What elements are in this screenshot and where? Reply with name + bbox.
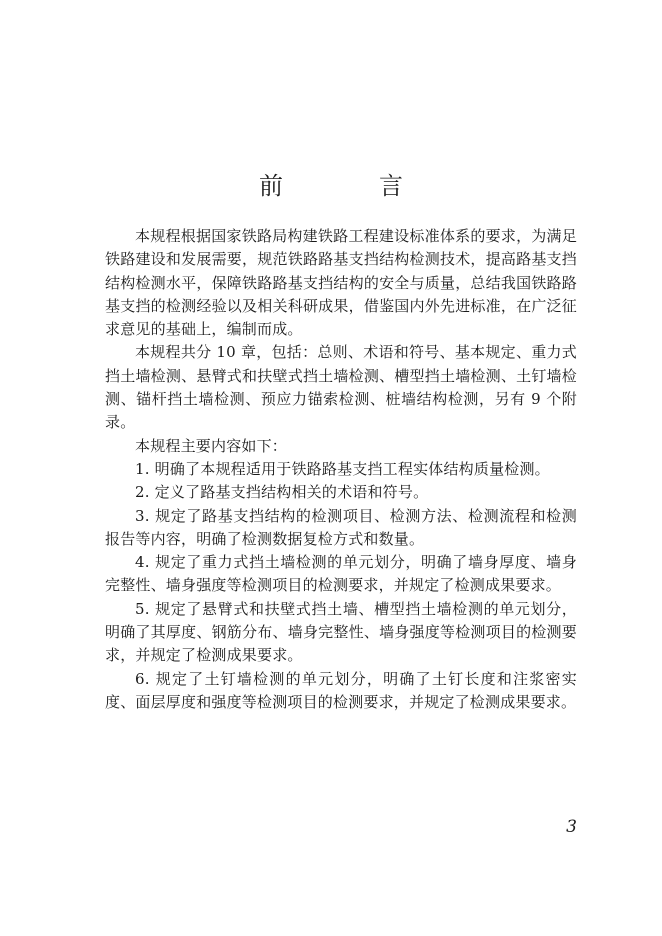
list-item: 5. 规定了悬臂式和扶壁式挡土墙、槽型挡土墙检测的单元划分，明确了其厚度、钢筋分布、墙身完整性、墙身强度等检测项目的检测要求，并规定了检测成果要求。 xyxy=(105,599,577,665)
page-number: 3 xyxy=(566,817,577,837)
body-text xyxy=(105,225,577,714)
list-item: 4. 规定了重力式挡土墙检测的单元划分，明确了墙身厚度、墙身完整性、墙身强度等检测项目的检测要求，并规定了检测成果要求。 xyxy=(105,553,577,595)
list-item: 3. 规定了路基支挡结构的检测项目、检测方法、检测流程和检测报告等内容，明确了检测数据复检方式和数量。 xyxy=(105,506,577,548)
list-item: 2. 定义了路基支挡结构相关的术语和符号。 xyxy=(135,483,429,502)
paragraph: 本规程主要内容如下： xyxy=(135,436,288,455)
list-item: 6. 规定了土钉墙检测的单元划分，明确了土钉长度和注浆密实度、面层厚度和强度等检测项目的检测要求，并规定了检测成果要求。 xyxy=(105,669,577,711)
paragraph: 本规程根据国家铁路局构建铁路工程建设标准体系的要求，为满足铁路建设和发展需要，规范铁路路基支挡结构检测技术，提高路基支挡结构检测水平，保障铁路路基支挡结构的安全与质量，总结我国铁路路基支挡的检测经验以及相关科研成果，借鉴国内外先进标准，在广泛征求意见的基础上，编制而成。 xyxy=(105,227,577,339)
page-title: 前 言 xyxy=(259,172,439,200)
paragraph: 本规程共分 10 章，包括：总则、术语和符号、基本规定、重力式挡土墙检测、悬臂式和扶壁式挡土墙检测、槽型挡土墙检测、土钉墙检测、锚杆挡土墙检测、预应力锚索检测、桩墙结构检测，另有 9 个附录。 xyxy=(105,343,577,432)
list-item: 1. 明确了本规程适用于铁路路基支挡工程实体结构质量检测。 xyxy=(135,459,550,478)
